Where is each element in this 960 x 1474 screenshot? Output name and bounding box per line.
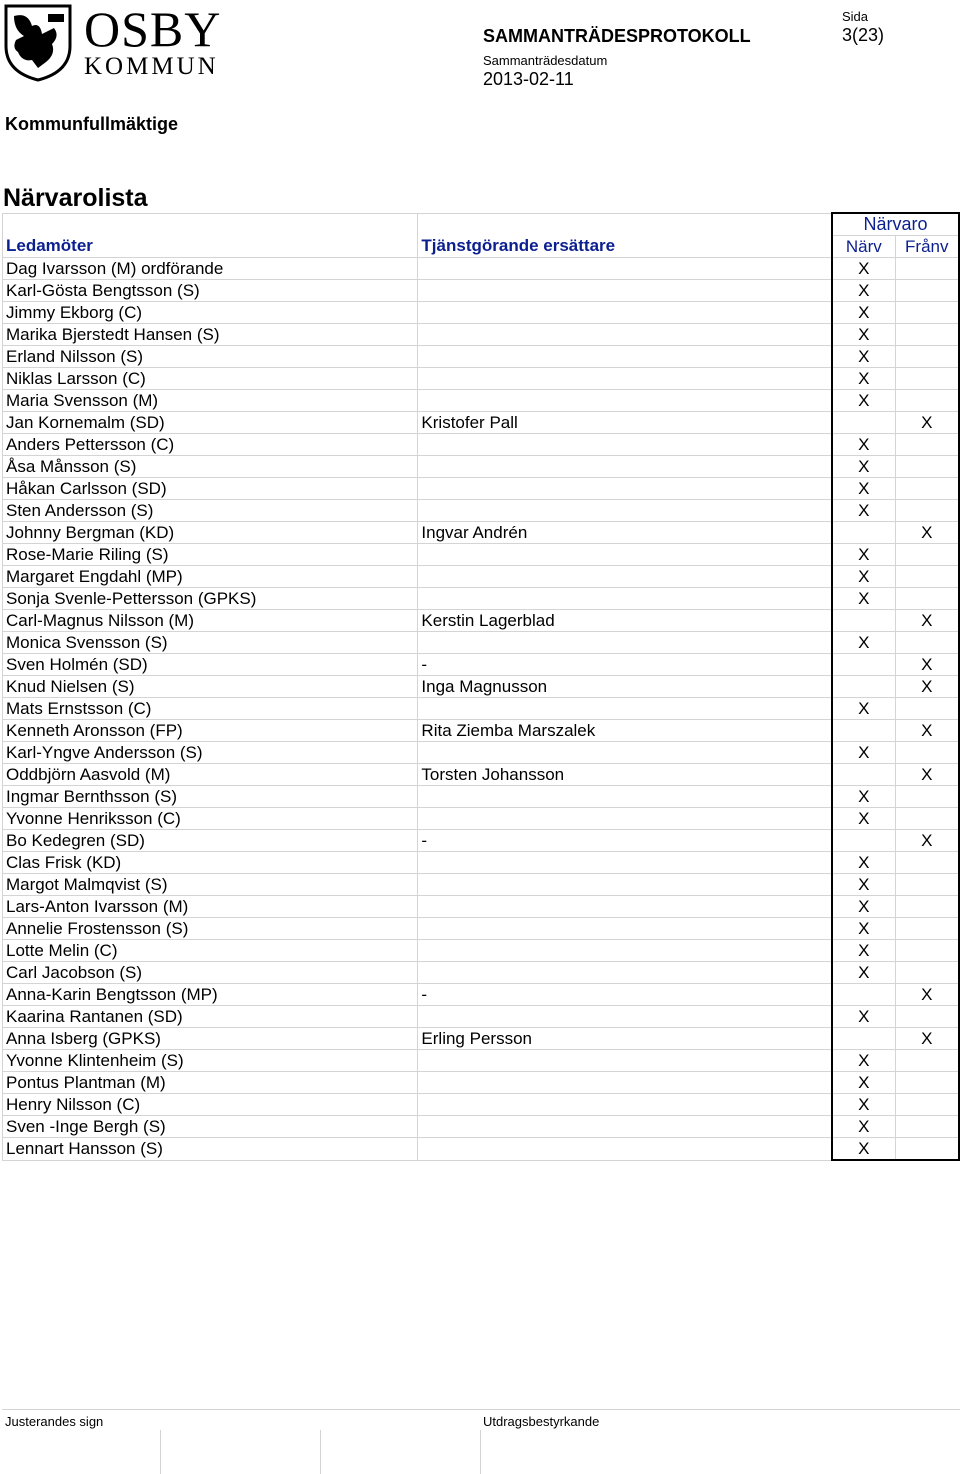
member-name: Rose-Marie Riling (S)	[3, 544, 418, 566]
member-name: Marika Bjerstedt Hansen (S)	[3, 324, 418, 346]
present-mark	[832, 654, 895, 676]
table-row	[3, 588, 960, 610]
present-mark	[832, 830, 895, 852]
table-row	[3, 786, 960, 808]
member-name: Carl Jacobson (S)	[3, 962, 418, 984]
member-name: Karl-Yngve Andersson (S)	[3, 742, 418, 764]
present-mark	[832, 610, 895, 632]
absent-mark	[895, 1072, 959, 1094]
table-row	[3, 522, 960, 544]
page-label: Sida	[842, 9, 869, 24]
absent-mark	[895, 258, 959, 280]
present-mark: X	[832, 390, 895, 412]
substitute-name	[418, 368, 832, 390]
member-name: Bo Kedegren (SD)	[3, 830, 418, 852]
present-mark	[832, 984, 895, 1006]
table-row	[3, 1138, 960, 1161]
present-mark: X	[832, 434, 895, 456]
table-row	[3, 390, 960, 412]
substitute-name	[418, 434, 832, 456]
member-name: Margot Malmqvist (S)	[3, 874, 418, 896]
logo-line-1: OSBY	[84, 1, 222, 57]
document-title: SAMMANTRÄDESPROTOKOLL	[483, 26, 751, 46]
present-mark: X	[832, 698, 895, 720]
absent-mark	[895, 786, 959, 808]
member-name: Dag Ivarsson (M) ordförande	[3, 258, 418, 280]
table-row	[3, 1116, 960, 1138]
table-row	[3, 280, 960, 302]
absent-mark	[895, 456, 959, 478]
member-name: Jimmy Ekborg (C)	[3, 302, 418, 324]
substitute-name	[418, 896, 832, 918]
table-row	[3, 852, 960, 874]
absent-mark	[895, 1094, 959, 1116]
member-name: Henry Nilsson (C)	[3, 1094, 418, 1116]
table-row	[3, 478, 960, 500]
substitute-name: Ingvar Andrén	[418, 522, 832, 544]
absent-mark: X	[895, 654, 959, 676]
meeting-date-value: 2013-02-11	[483, 69, 574, 89]
member-name: Håkan Carlsson (SD)	[3, 478, 418, 500]
absent-mark	[895, 1006, 959, 1028]
present-column-header: Närv	[832, 236, 895, 258]
substitute-name	[418, 500, 832, 522]
present-mark: X	[832, 786, 895, 808]
member-name: Lennart Hansson (S)	[3, 1138, 418, 1161]
substitute-name	[418, 918, 832, 940]
table-row	[3, 302, 960, 324]
present-mark: X	[832, 1072, 895, 1094]
substitute-name	[418, 302, 832, 324]
attendance-rows	[3, 258, 960, 1161]
present-mark: X	[832, 852, 895, 874]
table-row	[3, 456, 960, 478]
table-row	[3, 368, 960, 390]
present-mark: X	[832, 280, 895, 302]
absent-mark	[895, 1138, 959, 1161]
table-row	[3, 654, 960, 676]
table-row	[3, 346, 960, 368]
member-name: Annelie Frostensson (S)	[3, 918, 418, 940]
table-row	[3, 324, 960, 346]
member-name: Oddbjörn Aasvold (M)	[3, 764, 418, 786]
absent-mark	[895, 1116, 959, 1138]
member-name: Lotte Melin (C)	[3, 940, 418, 962]
member-name: Sten Andersson (S)	[3, 500, 418, 522]
absent-mark: X	[895, 522, 959, 544]
present-mark	[832, 720, 895, 742]
absent-mark	[895, 940, 959, 962]
absent-mark: X	[895, 610, 959, 632]
meeting-date-label: Sammanträdesdatum	[483, 53, 608, 68]
present-mark	[832, 1028, 895, 1050]
present-mark: X	[832, 962, 895, 984]
member-name: Yvonne Klintenheim (S)	[3, 1050, 418, 1072]
attendance-table	[2, 212, 960, 1161]
substitute-name	[418, 1072, 832, 1094]
member-name: Kenneth Aronsson (FP)	[3, 720, 418, 742]
table-row	[3, 830, 960, 852]
member-name: Anna-Karin Bengtsson (MP)	[3, 984, 418, 1006]
member-name: Clas Frisk (KD)	[3, 852, 418, 874]
member-name: Carl-Magnus Nilsson (M)	[3, 610, 418, 632]
member-name: Lars-Anton Ivarsson (M)	[3, 896, 418, 918]
absent-mark	[895, 962, 959, 984]
member-name: Karl-Gösta Bengtsson (S)	[3, 280, 418, 302]
member-name: Niklas Larsson (C)	[3, 368, 418, 390]
substitute-name	[418, 478, 832, 500]
substitute-name: -	[418, 654, 832, 676]
substitute-name	[418, 632, 832, 654]
absent-mark	[895, 544, 959, 566]
member-name: Ingmar Bernthsson (S)	[3, 786, 418, 808]
extract-certification-label: Utdragsbestyrkande	[483, 1414, 600, 1429]
present-mark: X	[832, 1050, 895, 1072]
table-row	[3, 764, 960, 786]
substitute-name: Inga Magnusson	[418, 676, 832, 698]
table-row	[3, 896, 960, 918]
substitute-name: -	[418, 830, 832, 852]
member-name: Mats Ernstsson (C)	[3, 698, 418, 720]
table-row	[3, 434, 960, 456]
member-name: Sven -Inge Bergh (S)	[3, 1116, 418, 1138]
present-mark: X	[832, 918, 895, 940]
absent-mark	[895, 698, 959, 720]
table-row	[3, 984, 960, 1006]
member-name: Maria Svensson (M)	[3, 390, 418, 412]
present-mark	[832, 764, 895, 786]
absent-mark: X	[895, 1028, 959, 1050]
substitute-name: Torsten Johansson	[418, 764, 832, 786]
table-row	[3, 632, 960, 654]
absent-mark	[895, 324, 959, 346]
present-mark: X	[832, 940, 895, 962]
table-row	[3, 1028, 960, 1050]
member-name: Erland Nilsson (S)	[3, 346, 418, 368]
substitute-name	[418, 1138, 832, 1161]
table-row	[3, 610, 960, 632]
substitute-name: Erling Persson	[418, 1028, 832, 1050]
absent-mark	[895, 852, 959, 874]
present-mark: X	[832, 258, 895, 280]
absent-mark: X	[895, 676, 959, 698]
member-name: Åsa Månsson (S)	[3, 456, 418, 478]
attendance-list-title: Närvarolista	[3, 184, 148, 212]
table-row	[3, 1050, 960, 1072]
absent-mark	[895, 500, 959, 522]
absent-mark	[895, 918, 959, 940]
member-name: Knud Nielsen (S)	[3, 676, 418, 698]
absent-mark	[895, 632, 959, 654]
justification-signature-label: Justerandes sign	[5, 1414, 104, 1429]
present-mark	[832, 412, 895, 434]
substitute-name	[418, 544, 832, 566]
absent-mark	[895, 566, 959, 588]
substitute-name	[418, 808, 832, 830]
present-mark: X	[832, 808, 895, 830]
page-number: 3(23)	[842, 25, 885, 45]
absent-mark	[895, 346, 959, 368]
table-row	[3, 918, 960, 940]
present-mark: X	[832, 478, 895, 500]
signature-box	[320, 1430, 321, 1474]
absent-mark	[895, 280, 959, 302]
present-mark: X	[832, 302, 895, 324]
present-mark: X	[832, 896, 895, 918]
present-mark: X	[832, 1094, 895, 1116]
substitute-name	[418, 1094, 832, 1116]
substitute-name	[418, 1006, 832, 1028]
substitute-name	[418, 742, 832, 764]
signature-box	[160, 1430, 161, 1474]
substitute-name	[418, 324, 832, 346]
absent-mark	[895, 874, 959, 896]
member-name: Johnny Bergman (KD)	[3, 522, 418, 544]
logo-wordmark	[84, 1, 222, 80]
member-name: Anna Isberg (GPKS)	[3, 1028, 418, 1050]
signature-box	[480, 1430, 481, 1474]
member-name: Jan Kornemalm (SD)	[3, 412, 418, 434]
substitute-name	[418, 588, 832, 610]
present-mark: X	[832, 324, 895, 346]
absent-mark	[895, 588, 959, 610]
absent-mark	[895, 742, 959, 764]
table-row	[3, 1072, 960, 1094]
absent-mark: X	[895, 830, 959, 852]
present-mark: X	[832, 588, 895, 610]
presence-group-header: Närvaro	[832, 213, 959, 236]
table-row	[3, 412, 960, 434]
present-mark: X	[832, 1138, 895, 1161]
member-name: Sven Holmén (SD)	[3, 654, 418, 676]
table-row	[3, 808, 960, 830]
table-row	[3, 720, 960, 742]
absent-mark: X	[895, 764, 959, 786]
absent-mark	[895, 434, 959, 456]
absent-mark	[895, 1050, 959, 1072]
substitute-name	[418, 456, 832, 478]
present-mark: X	[832, 742, 895, 764]
present-mark	[832, 522, 895, 544]
table-row	[3, 544, 960, 566]
table-row	[3, 742, 960, 764]
substitute-name: Kristofer Pall	[418, 412, 832, 434]
present-mark: X	[832, 368, 895, 390]
absent-mark	[895, 368, 959, 390]
substitute-name	[418, 258, 832, 280]
substitute-name: Rita Ziemba Marszalek	[418, 720, 832, 742]
substitute-name	[418, 852, 832, 874]
substitute-name	[418, 962, 832, 984]
logo-line-2: KOMMUN	[84, 53, 219, 80]
table-row	[3, 874, 960, 896]
substitute-name	[418, 346, 832, 368]
table-row	[3, 698, 960, 720]
table-row	[3, 500, 960, 522]
absent-column-header: Frånv	[895, 236, 959, 258]
substitute-name	[418, 1050, 832, 1072]
table-row	[3, 1006, 960, 1028]
substitute-name	[418, 390, 832, 412]
table-row	[3, 566, 960, 588]
coat-of-arms-logo-icon	[2, 2, 74, 82]
table-row	[3, 940, 960, 962]
present-mark: X	[832, 346, 895, 368]
present-mark: X	[832, 874, 895, 896]
present-mark	[832, 676, 895, 698]
substitute-name	[418, 566, 832, 588]
present-mark: X	[832, 566, 895, 588]
committee-name: Kommunfullmäktige	[5, 114, 179, 134]
footer-divider	[2, 1409, 960, 1410]
absent-mark	[895, 390, 959, 412]
member-name: Kaarina Rantanen (SD)	[3, 1006, 418, 1028]
present-mark: X	[832, 456, 895, 478]
present-mark: X	[832, 544, 895, 566]
substitute-name	[418, 786, 832, 808]
absent-mark	[895, 808, 959, 830]
member-name: Monica Svensson (S)	[3, 632, 418, 654]
member-name: Yvonne Henriksson (C)	[3, 808, 418, 830]
absent-mark: X	[895, 984, 959, 1006]
table-row	[3, 962, 960, 984]
member-name: Anders Pettersson (C)	[3, 434, 418, 456]
member-name: Margaret Engdahl (MP)	[3, 566, 418, 588]
table-row	[3, 1094, 960, 1116]
member-name: Sonja Svenle-Pettersson (GPKS)	[3, 588, 418, 610]
substitute-name	[418, 698, 832, 720]
substitute-name	[418, 1116, 832, 1138]
substitutes-column-header: Tjänstgörande ersättare	[418, 213, 832, 258]
member-name: Pontus Plantman (M)	[3, 1072, 418, 1094]
substitute-name: -	[418, 984, 832, 1006]
present-mark: X	[832, 1006, 895, 1028]
substitute-name	[418, 874, 832, 896]
present-mark: X	[832, 500, 895, 522]
present-mark: X	[832, 632, 895, 654]
table-row	[3, 676, 960, 698]
present-mark: X	[832, 1116, 895, 1138]
absent-mark	[895, 478, 959, 500]
table-row	[3, 258, 960, 280]
substitute-name	[418, 940, 832, 962]
members-column-header: Ledamöter	[3, 213, 418, 258]
absent-mark	[895, 302, 959, 324]
absent-mark: X	[895, 720, 959, 742]
substitute-name	[418, 280, 832, 302]
absent-mark: X	[895, 412, 959, 434]
substitute-name: Kerstin Lagerblad	[418, 610, 832, 632]
absent-mark	[895, 896, 959, 918]
